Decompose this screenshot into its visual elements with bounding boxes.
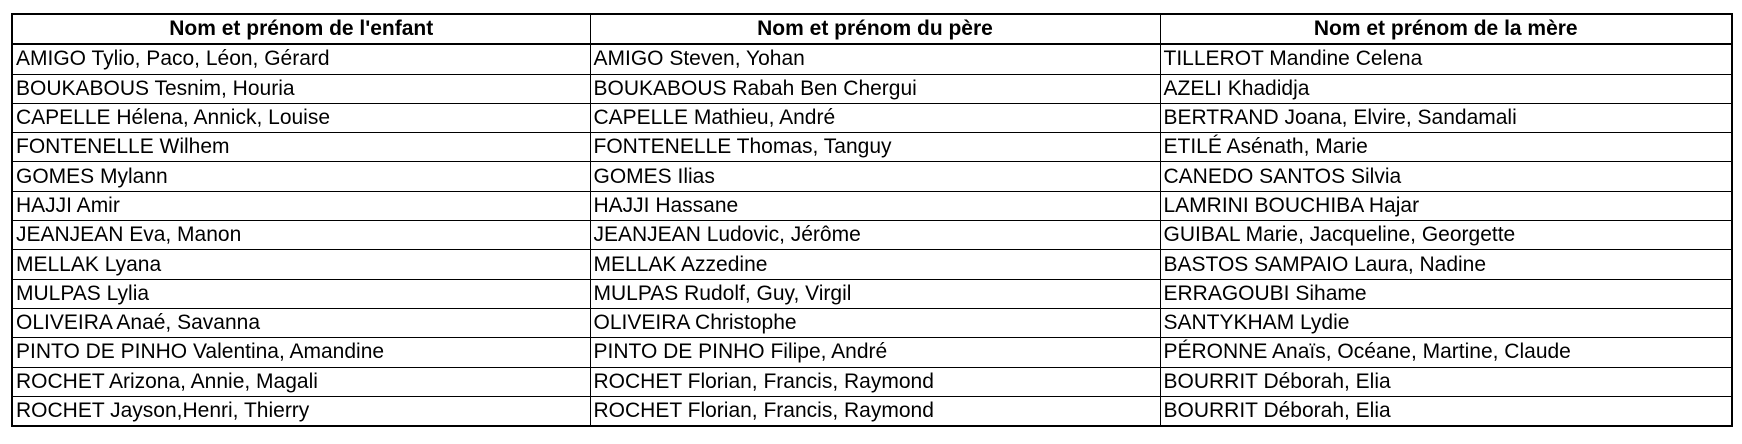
table-row	[12, 103, 1732, 132]
cell-mother-name: LAMRINI BOUCHIBA Hajar	[1160, 191, 1732, 220]
header-row	[12, 14, 1732, 44]
cell-child-name: BOUKABOUS Tesnim, Houria	[12, 74, 590, 103]
table-row	[12, 44, 1732, 74]
cell-mother-name: GUIBAL Marie, Jacqueline, Georgette	[1160, 221, 1732, 250]
cell-child-name: GOMES Mylann	[12, 162, 590, 191]
table-row	[12, 133, 1732, 162]
header-mother-name: Nom et prénom de la mère	[1160, 14, 1732, 44]
cell-child-name: JEANJEAN Eva, Manon	[12, 221, 590, 250]
table-row	[12, 338, 1732, 367]
cell-father-name: GOMES Ilias	[590, 162, 1160, 191]
cell-child-name: MELLAK Lyana	[12, 250, 590, 279]
cell-mother-name: ETILÉ Asénath, Marie	[1160, 133, 1732, 162]
cell-father-name: CAPELLE Mathieu, André	[590, 103, 1160, 132]
cell-child-name: HAJJI Amir	[12, 191, 590, 220]
table-row	[12, 279, 1732, 308]
cell-father-name: BOUKABOUS Rabah Ben Chergui	[590, 74, 1160, 103]
register-sheet	[11, 13, 1733, 427]
cell-father-name: MELLAK Azzedine	[590, 250, 1160, 279]
cell-child-name: MULPAS Lylia	[12, 279, 590, 308]
table-body	[12, 44, 1732, 426]
cell-child-name: CAPELLE Hélena, Annick, Louise	[12, 103, 590, 132]
cell-child-name: OLIVEIRA Anaé, Savanna	[12, 308, 590, 337]
cell-father-name: AMIGO Steven, Yohan	[590, 44, 1160, 74]
cell-father-name: OLIVEIRA Christophe	[590, 308, 1160, 337]
table-row	[12, 191, 1732, 220]
table-row	[12, 308, 1732, 337]
cell-mother-name: BERTRAND Joana, Elvire, Sandamali	[1160, 103, 1732, 132]
cell-father-name: ROCHET Florian, Francis, Raymond	[590, 396, 1160, 426]
register-table	[11, 13, 1733, 427]
table-row	[12, 396, 1732, 426]
table-row	[12, 250, 1732, 279]
cell-mother-name: TILLEROT Mandine Celena	[1160, 44, 1732, 74]
cell-mother-name: BOURRIT Déborah, Elia	[1160, 396, 1732, 426]
cell-father-name: PINTO DE PINHO Filipe, André	[590, 338, 1160, 367]
cell-father-name: MULPAS Rudolf, Guy, Virgil	[590, 279, 1160, 308]
cell-father-name: HAJJI Hassane	[590, 191, 1160, 220]
cell-father-name: FONTENELLE Thomas, Tanguy	[590, 133, 1160, 162]
cell-child-name: PINTO DE PINHO Valentina, Amandine	[12, 338, 590, 367]
table-row	[12, 221, 1732, 250]
cell-mother-name: BOURRIT Déborah, Elia	[1160, 367, 1732, 396]
cell-mother-name: BASTOS SAMPAIO Laura, Nadine	[1160, 250, 1732, 279]
cell-mother-name: AZELI Khadidja	[1160, 74, 1732, 103]
cell-mother-name: CANEDO SANTOS Silvia	[1160, 162, 1732, 191]
cell-mother-name: SANTYKHAM Lydie	[1160, 308, 1732, 337]
table-row	[12, 74, 1732, 103]
cell-mother-name: PÉRONNE Anaïs, Océane, Martine, Claude	[1160, 338, 1732, 367]
cell-child-name: ROCHET Arizona, Annie, Magali	[12, 367, 590, 396]
header-child-name: Nom et prénom de l'enfant	[12, 14, 590, 44]
table-row	[12, 367, 1732, 396]
cell-child-name: AMIGO Tylio, Paco, Léon, Gérard	[12, 44, 590, 74]
cell-father-name: JEANJEAN Ludovic, Jérôme	[590, 221, 1160, 250]
header-father-name: Nom et prénom du père	[590, 14, 1160, 44]
cell-mother-name: ERRAGOUBI Sihame	[1160, 279, 1732, 308]
cell-child-name: FONTENELLE Wilhem	[12, 133, 590, 162]
cell-child-name: ROCHET Jayson,Henri, Thierry	[12, 396, 590, 426]
table-row	[12, 162, 1732, 191]
cell-father-name: ROCHET Florian, Francis, Raymond	[590, 367, 1160, 396]
